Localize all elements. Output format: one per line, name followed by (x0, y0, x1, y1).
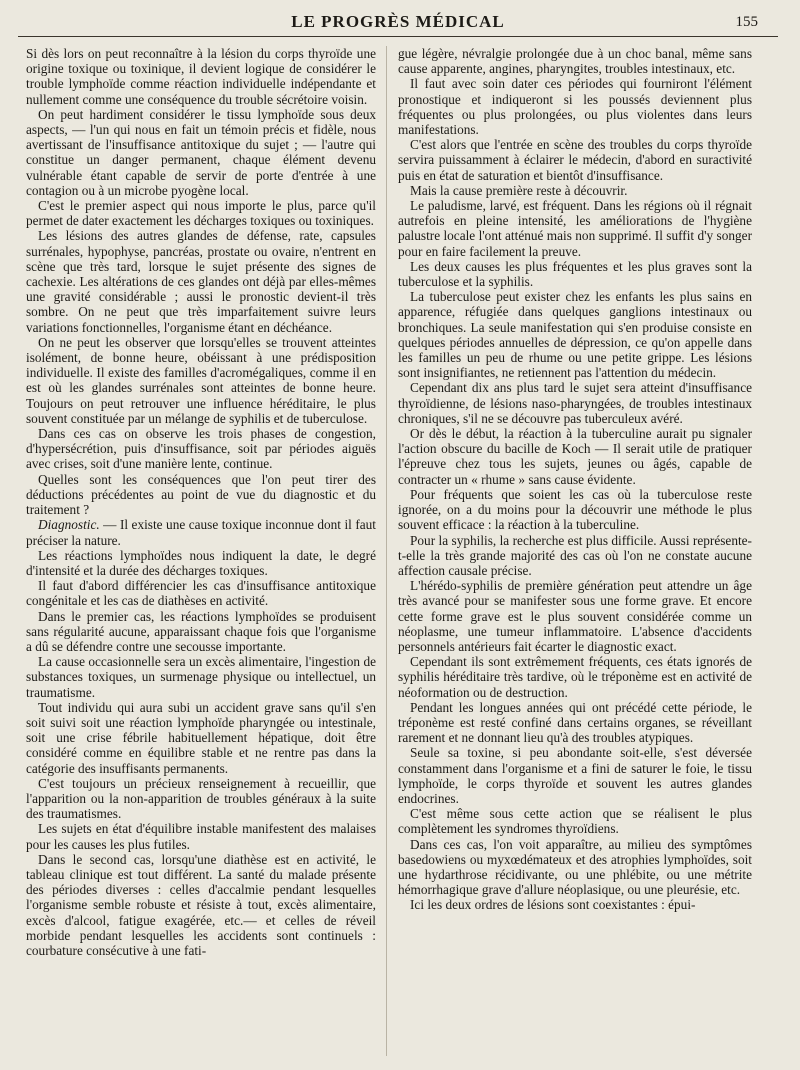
paragraph-text: Tout individu qui aura subi un accident grave sans qu'il s'en soit suivi soit une réaction lymphoïde pharyngée ou intestinale, soit une crise fébrile habituellement hépatique, doit être considéré comme en équilibre stable et ne rentre pas dans la catégorie des insuffisants permanents. (26, 699, 376, 776)
paragraph-text: Les deux causes les plus fréquentes et les plus graves sont la tuberculose et la syphilis. (398, 258, 752, 290)
paragraph-text: Le paludisme, larvé, est fréquent. Dans les régions où il régnait autrefois en pleine intensité, les améliorations de l'hygiène palustre locale l'ont atténué mais non supprimé. Il suffit d'y songer pour en faire facilement la preuve. (398, 198, 752, 259)
paragraph (26, 700, 376, 776)
paragraph-text: Cependant ils sont extrêmement fréquents, ces états ignorés de syphilis héréditaire très tardive, où le tréponème est en activité de néoformation ou de destruction. (398, 654, 752, 700)
paragraph-text: C'est toujours un précieux renseignement à recueillir, que l'apparition ou la non-apparition de troubles généraux à la suite des traumatismes. (26, 775, 376, 822)
paragraph (398, 259, 752, 289)
paragraph (26, 821, 376, 851)
right-column (398, 46, 752, 1064)
paragraph (398, 533, 752, 579)
header-rule (18, 36, 778, 37)
paragraph-text: Or dès le début, la réaction à la tuberculine aurait pu signaler l'action obscure du bacille de Koch — Il serait utile de pratiquer l'épreuve chez tous les sujets, jeunes ou âgés, capable de contracter un « rhume » sans cause évidente. (398, 426, 752, 487)
paragraph (26, 228, 376, 334)
paragraph-text: Il faut d'abord différencier les cas d'insuffisance antitoxique congénitale et les cas de diathèses en activité. (26, 578, 376, 609)
paragraph-text: Les réactions lymphoïdes nous indiquent la date, le degré d'intensité et la durée des décharges toxiques. (26, 547, 376, 578)
paragraph-text: L'hérédo-syphilis de première génération peut attendre un âge très avancé pour se manifester sous une forme grave. Et encore cette forme grave est le plus souvent considérée comme un néoplasme, une tumeur inflammatoire. L'absence d'accidents personnels antérieurs fait écarter le diagnostic exact. (398, 578, 752, 654)
running-head (18, 10, 778, 36)
paragraph (398, 137, 752, 183)
paragraph (26, 107, 376, 198)
paragraph-text: Ici les deux ordres de lésions sont coexistantes : épui- (410, 897, 696, 913)
paragraph (398, 183, 752, 198)
paragraph-text: La tuberculose peut exister chez les enfants les plus sains en apparence, réfugiée dans quelques ganglions intestinaux ou bronchiques. La seule manifestation qui s'en produise consiste en quelques périodes annuelles de dépression, ce qu'on appelle dans les familles un peu de rhume ou une petite grippe. Les lésions sont insignifiantes, ne retiennent pas l'attention du médecin. (398, 289, 752, 381)
paragraph-text: Pendant les longues années qui ont précédé cette période, le tréponème est resté confiné dans certains organes, se réveillant rarement et ne donnant lieu qu'à des troubles atypiques. (398, 699, 752, 746)
paragraph-text: Quelles sont les conséquences que l'on peut tirer des déductions précédentes au point de vue du diagnostic et du traitement ? (26, 471, 376, 518)
paragraph-text: Mais la cause première reste à découvrir. (410, 182, 628, 198)
paragraph (398, 806, 752, 836)
paragraph (398, 76, 752, 137)
paragraph (398, 578, 752, 654)
paragraph-text: Seule sa toxine, si peu abondante soit-elle, s'est déversée constamment dans l'organisme et a fini de saturer le foie, le tissu lymphoïde, le corps thyroïde et souvent les autres glandes endocrines. (398, 745, 752, 806)
section-heading: Diagnostic. (38, 517, 100, 533)
paragraph (26, 776, 376, 822)
paragraph (26, 548, 376, 578)
paragraph (398, 198, 752, 259)
paragraph (398, 897, 752, 912)
paragraph (398, 289, 752, 380)
paragraph-text: C'est alors que l'entrée en scène des troubles du corps thyroïde servira puissamment à éclairer le médecin, d'abord en suractivité puis en état de saturation et bientôt d'insuffisance. (398, 137, 752, 183)
paragraph (26, 609, 376, 655)
paragraph-text: Cependant dix ans plus tard le sujet sera atteint d'insuffisance thyroïdienne, de lésions naso-pharyngées, de troubles intestinaux chroniques, s'il ne se découvre pas tuberculeux avéré. (398, 380, 752, 426)
column-gutter (386, 46, 387, 1056)
journal-title: LE PROGRÈS MÉDICAL (291, 12, 505, 31)
paragraph-text: Il faut avec soin dater ces périodes qui fourniront l'élément pronostique et indiqueront si les poussés deviennent plus fréquentes ou plus prolongées, ou plus violentes dans leurs manifestations. (398, 76, 752, 138)
paragraph-text: Les sujets en état d'équilibre instable manifestent des malaises pour les causes les plus futiles. (26, 821, 376, 852)
paragraph-text: Dans le premier cas, les réactions lymphoïdes se produisent sans régularité aucune, apparaissant chaque fois que l'organisme a dû se défendre contre une secousse importante. (26, 608, 376, 654)
paragraph-text: On ne peut les observer que lorsqu'elles se trouvent atteintes isolément, de bonne heure, obéissant à une prédisposition individuelle. Il existe des familles d'acromégaliques, comme il en est où les glandes surrénales sont atteintes de bonne heure. Toujours on peut retrouver une influence héréditaire, le plus souvent constituée par un mélange de syphilis et de tuberculose. (26, 334, 376, 426)
paragraph-text: Pour fréquents que soient les cas où la tuberculose reste ignorée, on a du moins pour la découvrir une méthode le plus souvent efficace : la réaction à la tuberculine. (398, 486, 752, 533)
paragraph (26, 578, 376, 608)
paragraph (398, 380, 752, 426)
paragraph-text: Dans le second cas, lorsqu'une diathèse est en activité, le tableau clinique est tout différent. La santé du malade présente des périodes diverses : celles d'accalmie pendant lesquelles l'organisme semble robuste et résiste à tout, excès alimentaire, excès d'alcool, fatigue exagérée, etc.— et celles de réveil morbide pendant lesquelles les accidents sont continuels : courbature consécutive à une fati- (26, 851, 376, 958)
paragraph-text: Pour la syphilis, la recherche est plus difficile. Aussi représente-t-elle la très grande majorité des cas où l'on ne constate aucune affection causale précise. (398, 532, 752, 578)
paragraph (398, 745, 752, 806)
paragraph-text: Les lésions des autres glandes de défense, rate, capsules surrénales, hypophyse, pancréas, prostate ou ovaire, n'entrent en scène que très tard, lorsque le sujet présente des signes de cachexie. Les altérations de ces glandes ont déjà par elles-mêmes une gravité considérable ; aussi le pronostic devient-il très sombre. On ne peut que très imparfaitement suivre leurs variations fonctionnelles, l'organisme étant en déchéance. (26, 228, 376, 335)
paragraph (26, 426, 376, 472)
paragraph-text: Dans ces cas, l'on voit apparaître, au milieu des symptômes basedowiens ou myxœdémateux et des atrophies lymphoïdes, soit une hydarthrose récidivante, ou une phlébite, ou une métrite hémorrhagique grave d'allure néoplasique, ou une pleurésie, etc. (398, 836, 752, 898)
paragraph-text: gue légère, névralgie prolongée due à un choc banal, même sans cause apparente, angines, pharyngites, troubles intestinaux, etc. (398, 46, 752, 77)
paragraph (398, 46, 752, 76)
paragraph (26, 472, 376, 518)
paragraph-text: On peut hardiment considérer le tissu lymphoïde sous deux aspects, — l'un qui nous en fait un témoin précis et fidèle, nous avertissant de l'insuffisance antitoxique du sujet ; — l'autre qui constitue un danger permanent, chaque élément devenu vulnérable étant capable de servir de porte d'entrée à une contagion ou à un microbe pyogène local. (26, 106, 376, 198)
paragraph-text: C'est le premier aspect qui nous importe le plus, parce qu'il permet de dater exactement les décharges toxiques ou toxiniques. (26, 198, 376, 229)
paragraph (26, 852, 376, 958)
paragraph (398, 837, 752, 898)
paragraph (26, 46, 376, 107)
paragraph-text: Si dès lors on peut reconnaître à la lésion du corps thyroïde une origine toxique ou toxinique, il devient logique de considérer le trouble lymphoïde comme réaction individuelle indépendante et nullement comme une conséquence du trouble sécrétoire voisin. (26, 46, 376, 107)
page-number: 155 (735, 14, 758, 30)
paragraph (26, 198, 376, 228)
paragraph (398, 426, 752, 487)
paragraph (26, 517, 376, 547)
paragraph (398, 487, 752, 533)
paragraph-text: — Il existe une cause toxique inconnue dont il faut préciser la nature. (26, 517, 376, 548)
paragraph-text: La cause occasionnelle sera un excès alimentaire, l'ingestion de substances toxiques, un surmenage physique ou intellectuel, un traumatisme. (26, 654, 376, 700)
paragraph (398, 654, 752, 700)
paragraph-text: Dans ces cas on observe les trois phases de congestion, d'hypersécrétion, puis d'insuffisance, soit par périodes aiguës avec crises, soit d'une manière lente, continue. (26, 426, 376, 472)
paragraph (26, 654, 376, 700)
paragraph-text: C'est même sous cette action que se réalisent le plus complètement les syndromes thyroïdiens. (398, 806, 752, 837)
left-column (26, 46, 376, 1064)
paragraph (398, 700, 752, 746)
paragraph (26, 335, 376, 426)
